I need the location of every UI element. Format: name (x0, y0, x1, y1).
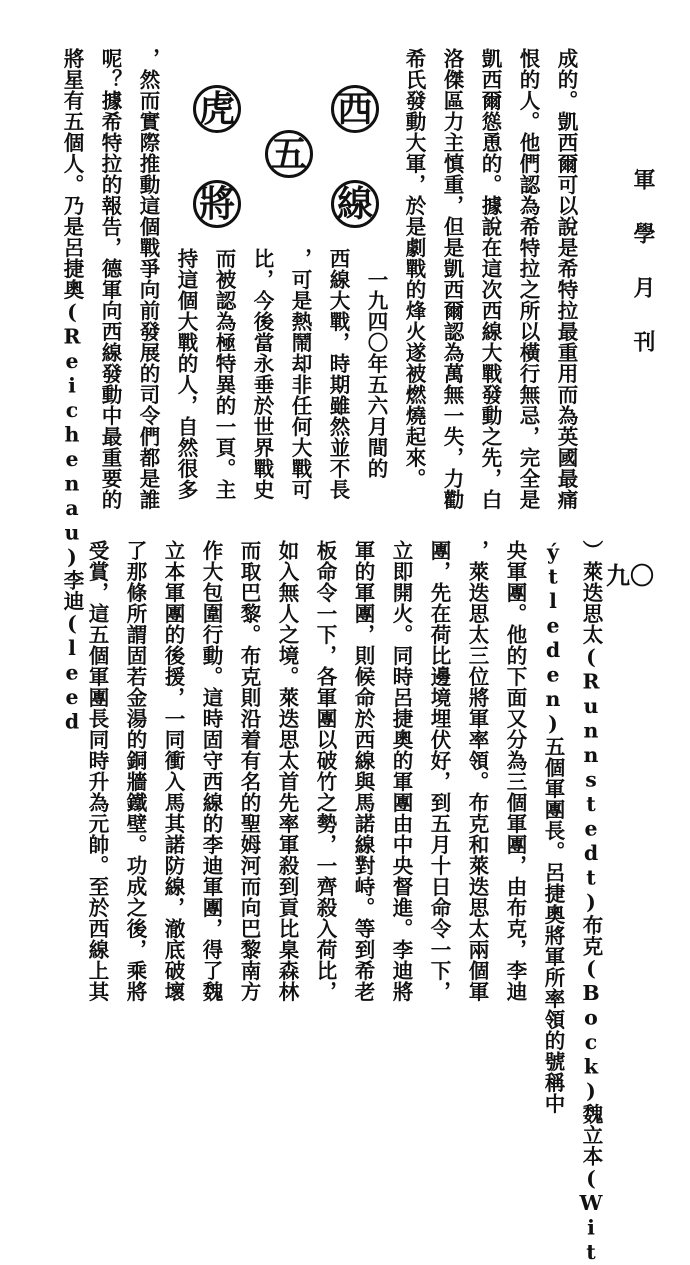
text-column: 西線大戰，時期雖然並不長 (326, 248, 350, 500)
text-column: 立本軍團的後援，一同衝入馬其諾防線，澈底破壞 (161, 540, 185, 1002)
title-char-hu: 虎 (193, 85, 241, 133)
text-column: ýtleden)五個軍團長。呂捷奧將軍所率領的號稱中 (541, 540, 565, 1114)
text-column: 將星有五個人。乃是呂捷奧(Reichenau)李迪(leed (60, 48, 84, 734)
text-column: 凱西爾慫恿的。據說在這次西線大戰發動之先，白 (478, 48, 502, 510)
text-column: ，然而實際推動這個戰爭向前發展的司令們都是誰 (136, 48, 160, 510)
title-char-wu: 五 (265, 130, 313, 178)
text-column: ，可是熱鬧却非任何大戰可 (288, 248, 312, 500)
text-column: 了那條所謂固若金湯的銅牆鐵壁。功成之後，乘將 (123, 540, 147, 1002)
text-column: 板命令一下，各軍團以破竹之勢，一齊殺入荷比， (313, 540, 337, 1002)
text-column: 而取巴黎。布克則沿着有名的聖姆河而向巴黎南方 (237, 540, 261, 1002)
text-column: 作大包圍行動。這時固守西線的李迪軍團，得了魏 (199, 540, 223, 1002)
journal-title: 軍學月刊 (630, 168, 656, 384)
text-column: 軍的軍團，則候命於西線與馬諾線對峙。等到希老 (351, 540, 375, 1002)
text-column: 一九四〇年五六月間的 (364, 248, 388, 479)
text-column: 洛傑區力主慎重，但是凱西爾認為萬無一失，力勸 (440, 48, 464, 510)
text-column: 如入無人之境。萊迭思太首先率軍殺到貢比臬森林 (275, 540, 299, 1002)
text-column: 央軍團。他的下面又分為三個軍團，由布克，李迪 (503, 540, 527, 1002)
text-column: 受賞，這五個軍團長同時升為元帥。至於西線上其 (85, 540, 109, 1002)
text-column: 呢？據希特拉的報告，德軍向西線發動中最重要的 (98, 48, 122, 510)
text-column: 團，先在荷比邊境埋伏好，到五月十日命令一下， (427, 540, 451, 1002)
title-char-xi: 西 (331, 85, 379, 133)
text-column: ）萊迭思太(Runnstedt)布克(Bock)魏立本(Wit (579, 540, 603, 1265)
page-number: 九〇 (606, 561, 654, 590)
title-char-jiang: 將 (193, 180, 241, 228)
text-column: 立即開火。同時呂捷奧的軍團由中央督進。李迪將 (389, 540, 413, 1002)
text-column: 恨的人。他們認為希特拉之所以橫行無忌，完全是 (516, 48, 540, 510)
text-column: 持這個大戰的人，自然很多 (174, 248, 198, 500)
text-column: 希氏發動大軍，於是劇戰的烽火遂被燃燒起來。 (402, 48, 426, 489)
text-column: 而被認為極特異的一頁。主 (212, 248, 236, 500)
text-column: 比，今後當永垂於世界戰史 (250, 248, 274, 500)
text-column: ，萊迭思太三位將軍率領。布克和萊迭思太兩個軍 (465, 540, 489, 1002)
text-column: 成的。凱西爾可以說是希特拉最重用而為英國最痛 (554, 48, 578, 510)
title-char-xian: 線 (331, 180, 379, 228)
